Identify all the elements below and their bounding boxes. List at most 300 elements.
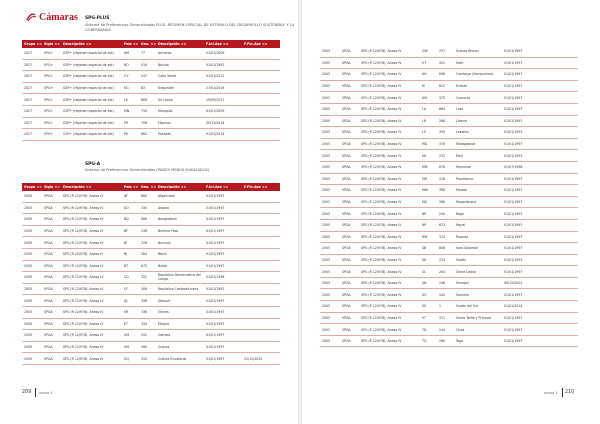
cell-geo: 395 — [437, 127, 454, 139]
cell-pais-descripcion: Santo Tomé y Príncipe — [454, 312, 502, 324]
table-row — [22, 306, 280, 318]
table-row — [22, 353, 280, 365]
cell-pais: HT — [420, 57, 437, 69]
column-header-fecha-fin: F.Fin.Ase <> — [242, 40, 280, 48]
cell-pais-descripcion: Nepal — [454, 219, 502, 231]
cell-geo: 248 — [437, 277, 454, 289]
cell-fecha-fin — [242, 82, 280, 94]
cell-fecha-inicio: 01/01/1997 — [204, 318, 242, 330]
cell-grupo: 2005 — [320, 254, 340, 266]
cell-fecha-inicio: 01/01/1997 — [502, 289, 540, 301]
cell-fecha-inicio: 09/12/2001 — [502, 277, 540, 289]
cell-pais: KH — [420, 69, 437, 81]
cell-pais-descripcion: Liberia — [454, 115, 502, 127]
cell-grupo: 2005 — [22, 225, 42, 237]
cell-pais-descripcion: Lesotho — [454, 127, 502, 139]
cell-fecha-inicio: 01/01/1997 — [502, 173, 540, 185]
cell-grupo: 2005 — [22, 353, 42, 365]
cell-grupo: 2005 — [22, 295, 42, 307]
cell-fecha-inicio: 01/01/1997 — [204, 295, 242, 307]
cell-pais: PH — [122, 117, 139, 129]
cell-pais: GN — [122, 341, 139, 353]
cell-geo: 675 — [139, 260, 156, 272]
cell-sigla: SPGA — [340, 196, 359, 208]
cell-grupo: 2005 — [320, 46, 340, 57]
cell-geo: 370 — [437, 138, 454, 150]
cell-pais: BT — [122, 260, 139, 272]
table-row — [22, 272, 280, 284]
cell-pais-descripcion: Armenia — [156, 48, 204, 59]
cell-pais-descripcion: Pakistán — [156, 129, 204, 141]
cell-sigla: SPGA — [42, 272, 61, 284]
cell-grupo: 2005 — [320, 185, 340, 197]
column-header-fecha-inicio: F.Ini.Ase <> — [204, 183, 242, 191]
cell-sigla: SPGA — [42, 283, 61, 295]
cell-grupo: 2005 — [320, 231, 340, 243]
table-row — [22, 191, 280, 202]
cell-sigla: SPGA — [42, 306, 61, 318]
cell-grupo: 2005 — [320, 92, 340, 104]
cell-sigla: SPGA — [340, 92, 359, 104]
cell-grupo: 2005 — [320, 173, 340, 185]
column-header-descripcion: Descripción <> — [61, 183, 122, 191]
cell-pais-descripcion: Togo — [454, 335, 502, 347]
cell-grupo: 2027 — [22, 71, 42, 83]
cell-sigla: SPGA — [42, 225, 61, 237]
cell-descripcion: SPG (R 12/978): Anexo IV — [61, 306, 122, 318]
cell-descripcion: SPG (R 12/978): Anexo IV — [359, 57, 420, 69]
cell-pais: KM — [420, 92, 437, 104]
cell-geo: 516 — [139, 59, 156, 71]
cell-sigla: SPGA — [340, 115, 359, 127]
cell-fecha-inicio: 01/01/1997 — [204, 260, 242, 272]
cell-descripcion: SPG (R 12/978): Anexo IV — [359, 150, 420, 162]
column-header-pais-descripcion: Descripción <> — [156, 183, 204, 191]
cell-fecha-fin — [540, 115, 578, 127]
cell-geo: 260 — [139, 341, 156, 353]
cell-geo: 284 — [139, 248, 156, 260]
table-row — [320, 277, 578, 289]
cell-descripcion: GSP+ (régimen especial de est) — [61, 82, 122, 94]
cell-geo: 666 — [139, 214, 156, 226]
cell-sigla: SPGA — [340, 80, 359, 92]
cell-fecha-inicio: 01/01/1997 — [502, 196, 540, 208]
cell-pais: NE — [420, 208, 437, 220]
cell-geo: 662 — [139, 129, 156, 141]
cell-pais: KI — [420, 80, 437, 92]
cell-pais: LS — [420, 127, 437, 139]
cell-pais-descripcion: Camboya (Kampuchea) — [454, 69, 502, 81]
cell-descripcion: GSP+ (régimen especial de est) — [61, 71, 122, 83]
cell-grupo: 2005 — [320, 219, 340, 231]
cell-descripcion: GSP+ (régimen especial de est) — [61, 105, 122, 117]
cell-sigla: SPGA — [42, 260, 61, 272]
cell-grupo: 2005 — [22, 214, 42, 226]
cell-fecha-fin — [242, 237, 280, 249]
table-row — [320, 57, 578, 69]
cell-fecha-inicio: 01/01/2012 — [204, 71, 242, 83]
cell-grupo: 2027 — [22, 59, 42, 71]
cell-pais-descripcion: Myanmar — [454, 161, 502, 173]
table-row — [22, 82, 280, 94]
table-row — [320, 161, 578, 173]
cell-geo: 334 — [139, 318, 156, 330]
table-row — [22, 330, 280, 342]
cell-fecha-fin — [242, 341, 280, 353]
cell-grupo: 2005 — [22, 260, 42, 272]
cell-pais-descripcion: Malí — [454, 150, 502, 162]
table-row — [320, 115, 578, 127]
cell-pais-descripcion: Cabo Verde — [156, 71, 204, 83]
cell-fecha-inicio: 01/01/1997 — [204, 248, 242, 260]
cell-grupo: 2027 — [22, 48, 42, 59]
cell-grupo: 2005 — [320, 243, 340, 255]
column-header-pais: País <> — [124, 185, 139, 189]
cell-fecha-fin — [540, 185, 578, 197]
cell-pais: AM — [122, 48, 139, 59]
section-title-spg-a: SPG-A — [85, 162, 101, 167]
cell-fecha-fin — [540, 150, 578, 162]
table-row — [320, 254, 578, 266]
cell-pais-descripcion: Mongolia — [156, 105, 204, 117]
cell-fecha-fin — [540, 243, 578, 255]
cell-fecha-inicio: 01/01/1997 — [204, 237, 242, 249]
cell-geo: 375 — [437, 92, 454, 104]
cell-fecha-fin — [242, 117, 280, 129]
cell-fecha-inicio: 01/01/1997 — [502, 80, 540, 92]
table-row — [22, 48, 280, 59]
table-row — [22, 260, 280, 272]
table-row — [22, 59, 280, 71]
cell-grupo: 2005 — [320, 196, 340, 208]
table-row — [320, 69, 578, 81]
cell-sigla: SPGA — [42, 295, 61, 307]
page-number-right: 210 — [565, 390, 575, 395]
cell-descripcion: GSP+ (régimen especial de est) — [61, 117, 122, 129]
cell-pais: TD — [420, 324, 437, 336]
cell-grupo: 2005 — [320, 161, 340, 173]
cell-fecha-fin — [242, 202, 280, 214]
cell-pais: BJ — [122, 248, 139, 260]
cell-geo: 232 — [437, 150, 454, 162]
cell-pais-descripcion: Bolivia — [156, 59, 204, 71]
cell-grupo: 2005 — [320, 289, 340, 301]
cell-grupo: 2005 — [320, 80, 340, 92]
cell-fecha-inicio: 01/01/1997 — [502, 115, 540, 127]
cell-grupo: 2005 — [320, 103, 340, 115]
table-row — [22, 295, 280, 307]
cell-fecha-inicio: 01/01/1997 — [204, 191, 242, 202]
cell-pais-descripcion: Comoras — [454, 92, 502, 104]
table-row — [320, 289, 578, 301]
cell-fecha-inicio: 01/01/1997 — [502, 46, 540, 57]
cell-descripcion: SPG (R 12/978): Anexo IV — [359, 103, 420, 115]
cell-fecha-fin — [540, 301, 578, 313]
cell-geo: 247 — [139, 71, 156, 83]
table-row — [22, 129, 280, 141]
cell-pais: AO — [122, 202, 139, 214]
cell-pais: GW — [420, 46, 437, 57]
spg-plus-table — [22, 40, 280, 141]
column-header-geo: Geo. <> — [141, 185, 156, 189]
cell-fecha-inicio: 01/01/1997 — [502, 208, 540, 220]
cell-fecha-fin — [540, 289, 578, 301]
cell-descripcion: SPG (R 12/978): Anexo IV — [61, 202, 122, 214]
cell-descripcion: SPG (R 12/978): Anexo IV — [359, 80, 420, 92]
cell-geo: 676 — [437, 161, 454, 173]
cell-sigla: SPG+ — [42, 48, 61, 59]
cell-pais: MN — [122, 105, 139, 117]
column-header-geo: Geo. <> — [141, 42, 156, 46]
cell-fecha-fin — [540, 57, 578, 69]
page-number-divider — [35, 388, 36, 397]
cell-fecha-inicio: 01/01/1997 — [204, 341, 242, 353]
table-row — [22, 202, 280, 214]
cell-fecha-fin — [242, 48, 280, 59]
cell-pais-descripcion: Angola — [156, 202, 204, 214]
cell-pais-descripcion: Mozambique — [454, 196, 502, 208]
cell-geo: 83 — [139, 82, 156, 94]
cell-sigla: SPGA — [42, 330, 61, 342]
cell-descripcion: SPG (R 12/978): Anexo IV — [359, 185, 420, 197]
cell-sigla: SPGA — [340, 138, 359, 150]
cell-fecha-fin — [540, 231, 578, 243]
cell-geo: 1 — [437, 301, 454, 313]
cell-grupo: 2027 — [22, 82, 42, 94]
cell-descripcion: SPG (R 12/978): Anexo IV — [359, 92, 420, 104]
cell-sigla: SPGA — [42, 318, 61, 330]
cell-descripcion: SPG (R 12/978): Anexo IV — [359, 266, 420, 278]
cell-grupo: 2005 — [320, 277, 340, 289]
cell-grupo: 2005 — [320, 266, 340, 278]
cell-sigla: SPGA — [340, 46, 359, 57]
table-row — [320, 150, 578, 162]
cell-fecha-inicio: 01/07/1998 — [502, 161, 540, 173]
cell-sigla: SPGA — [340, 161, 359, 173]
cell-pais-descripcion: Burkina Faso — [156, 225, 204, 237]
cell-fecha-fin — [540, 46, 578, 57]
cell-grupo: 2005 — [22, 306, 42, 318]
cell-sigla: SPGA — [340, 266, 359, 278]
cell-sigla: SPGA — [42, 248, 61, 260]
table-header-row — [22, 40, 280, 48]
cell-fecha-fin: 31/12/2020 — [242, 353, 280, 365]
cell-pais-descripcion: Gambia — [156, 330, 204, 342]
cell-pais: LA — [420, 103, 437, 115]
cell-descripcion: SPG (R 12/978): Anexo IV — [359, 324, 420, 336]
cell-pais-descripcion: Kiribati — [454, 80, 502, 92]
cell-sigla: SPGA — [340, 185, 359, 197]
cell-grupo: 2005 — [320, 150, 340, 162]
cell-pais: BD — [122, 214, 139, 226]
table-row — [320, 312, 578, 324]
cell-geo: 328 — [139, 237, 156, 249]
table-row — [320, 208, 578, 220]
cell-pais-descripcion: Guinea — [156, 341, 204, 353]
cell-geo: 366 — [437, 196, 454, 208]
cell-grupo: 2005 — [320, 57, 340, 69]
cell-fecha-fin — [242, 248, 280, 260]
cell-fecha-fin — [242, 191, 280, 202]
cell-fecha-inicio: 01/01/1997 — [204, 225, 242, 237]
cell-geo: 660 — [139, 191, 156, 202]
cell-fecha-fin — [242, 214, 280, 226]
cell-geo: 696 — [437, 69, 454, 81]
cell-fecha-fin — [540, 277, 578, 289]
cell-pais-descripcion: Senegal — [454, 277, 502, 289]
cell-sigla: SPGA — [340, 335, 359, 347]
cell-pais: MR — [420, 173, 437, 185]
cell-sigla: SPGA — [340, 301, 359, 313]
cell-pais-descripcion: Mauritania — [454, 173, 502, 185]
cell-grupo: 2005 — [320, 208, 340, 220]
page-number-left: 209 — [22, 390, 32, 395]
cell-pais: TG — [420, 335, 437, 347]
cell-pais-descripcion: Benín — [156, 248, 204, 260]
cell-pais: GQ — [122, 353, 139, 365]
table-row — [22, 318, 280, 330]
cell-pais: ER — [122, 306, 139, 318]
cell-fecha-inicio: 19/05/2017 — [204, 94, 242, 106]
cell-descripcion: GSP+ (régimen especial de est) — [61, 94, 122, 106]
cell-grupo: 2005 — [320, 335, 340, 347]
cell-pais-descripcion: República Democrática del Congo — [156, 272, 204, 284]
table-row — [320, 266, 578, 278]
cell-descripcion: GSP+ (régimen especial de est) — [61, 129, 122, 141]
cell-descripcion: SPG (R 12/978): Anexo IV — [359, 254, 420, 266]
cell-descripcion: SPG (R 12/978): Anexo IV — [61, 191, 122, 202]
cell-fecha-inicio: 01/01/1997 — [502, 312, 540, 324]
running-footer-left: anexo 1 — [39, 391, 53, 395]
column-header-pais-descripcion: Descripción <> — [156, 40, 204, 48]
cell-fecha-inicio: 01/01/1997 — [204, 330, 242, 342]
cell-descripcion: SPG (R 12/978): Anexo IV — [359, 312, 420, 324]
cell-fecha-fin — [540, 127, 578, 139]
cell-sigla: SPGA — [42, 353, 61, 365]
cell-pais-descripcion: Somalia — [454, 289, 502, 301]
cell-fecha-inicio: 01/01/2009 — [204, 105, 242, 117]
table-row — [22, 341, 280, 353]
cell-fecha-fin — [540, 173, 578, 185]
table-row — [320, 301, 578, 313]
table-row — [320, 80, 578, 92]
cell-pais-descripcion: Sri Lanka — [156, 94, 204, 106]
table-row — [22, 237, 280, 249]
cell-fecha-fin — [242, 306, 280, 318]
cell-geo: 252 — [139, 330, 156, 342]
cell-fecha-fin — [242, 225, 280, 237]
cell-pais: MG — [420, 138, 437, 150]
cell-grupo: 2027 — [22, 129, 42, 141]
cell-pais: SD — [420, 254, 437, 266]
cell-sigla: SPGA — [340, 127, 359, 139]
cell-descripcion: SPG (R 12/978): Anexo IV — [359, 115, 420, 127]
cell-descripcion: SPG (R 12/978): Anexo IV — [61, 214, 122, 226]
cell-fecha-inicio: 01/01/1997 — [502, 69, 540, 81]
cell-geo: 240 — [437, 208, 454, 220]
cell-descripcion: SPG (R 12/978): Anexo IV — [359, 69, 420, 81]
cell-descripcion: SPG (R 12/978): Anexo IV — [61, 237, 122, 249]
cell-geo: 306 — [139, 283, 156, 295]
cell-sigla: SPGA — [340, 57, 359, 69]
cell-grupo: 2005 — [320, 115, 340, 127]
cell-pais: SN — [420, 277, 437, 289]
cell-geo: 336 — [139, 306, 156, 318]
cell-pais-descripcion: Filipinas — [156, 117, 204, 129]
cell-descripcion: SPG (R 12/978): Anexo IV — [61, 248, 122, 260]
cell-geo: 386 — [437, 185, 454, 197]
cell-fecha-inicio: 01/01/1997 — [502, 243, 540, 255]
cell-descripcion: SPG (R 12/978): Anexo IV — [61, 295, 122, 307]
cell-descripcion: SPG (R 12/978): Anexo IV — [359, 277, 420, 289]
cell-fecha-fin — [540, 266, 578, 278]
cell-fecha-inicio: 01/01/1997 — [502, 138, 540, 150]
cell-grupo: 2005 — [320, 301, 340, 313]
cell-descripcion: SPG (R 12/978): Anexo IV — [61, 272, 122, 284]
table-row — [320, 173, 578, 185]
cell-grupo: 2005 — [22, 341, 42, 353]
cell-fecha-fin — [242, 71, 280, 83]
table-row — [320, 103, 578, 115]
cell-sigla: SPGA — [42, 237, 61, 249]
cell-fecha-inicio: 01/01/1997 — [502, 335, 540, 347]
cell-grupo: 2027 — [22, 117, 42, 129]
camaras-logo — [23, 10, 79, 30]
cell-pais-descripcion: Bután — [156, 260, 204, 272]
cell-pais: AF — [122, 191, 139, 202]
table-row — [320, 138, 578, 150]
cell-sigla: SPGA — [42, 214, 61, 226]
cell-sigla: SPGA — [340, 243, 359, 255]
cell-sigla: SPGA — [42, 341, 61, 353]
cell-pais: ST — [420, 312, 437, 324]
cell-pais: MM — [420, 161, 437, 173]
table-row — [22, 71, 280, 83]
cell-pais-descripcion: Burundi — [156, 237, 204, 249]
cell-geo: 264 — [437, 266, 454, 278]
cell-pais: SB — [420, 243, 437, 255]
cell-fecha-inicio: 01/01/1997 — [502, 150, 540, 162]
cell-grupo: 2005 — [320, 69, 340, 81]
cell-geo: 716 — [139, 105, 156, 117]
cell-fecha-inicio: 01/01/1997 — [502, 231, 540, 243]
cell-sigla: SPG+ — [42, 105, 61, 117]
cell-pais-descripcion: Sudán — [454, 254, 502, 266]
cell-geo: 324 — [437, 231, 454, 243]
table-row — [320, 92, 578, 104]
cell-fecha-fin — [242, 295, 280, 307]
cell-geo: 236 — [139, 225, 156, 237]
cell-fecha-inicio: 01/01/2009 — [204, 48, 242, 59]
table-row — [320, 185, 578, 197]
cell-pais: LR — [420, 115, 437, 127]
cell-sigla: SPGA — [340, 312, 359, 324]
column-header-fecha-fin: F.Fin.Ase <> — [242, 183, 280, 191]
camaras-logo-mark-icon — [25, 11, 37, 23]
cell-pais: DJ — [122, 295, 139, 307]
table-row — [320, 335, 578, 347]
cell-sigla: SPGA — [340, 150, 359, 162]
cell-descripcion: SPG (R 12/978): Anexo IV — [61, 353, 122, 365]
cell-geo: 812 — [437, 80, 454, 92]
cell-fecha-inicio: 01/01/1997 — [502, 254, 540, 266]
cell-geo: 244 — [437, 324, 454, 336]
cell-fecha-inicio: 01/01/1997 — [502, 185, 540, 197]
cell-grupo: 2005 — [22, 248, 42, 260]
cell-descripcion: SPG (R 12/978): Anexo IV — [359, 196, 420, 208]
cell-descripcion: SPG (R 12/978): Anexo IV — [359, 46, 420, 57]
cell-pais-descripcion: Sierra Leona — [454, 266, 502, 278]
